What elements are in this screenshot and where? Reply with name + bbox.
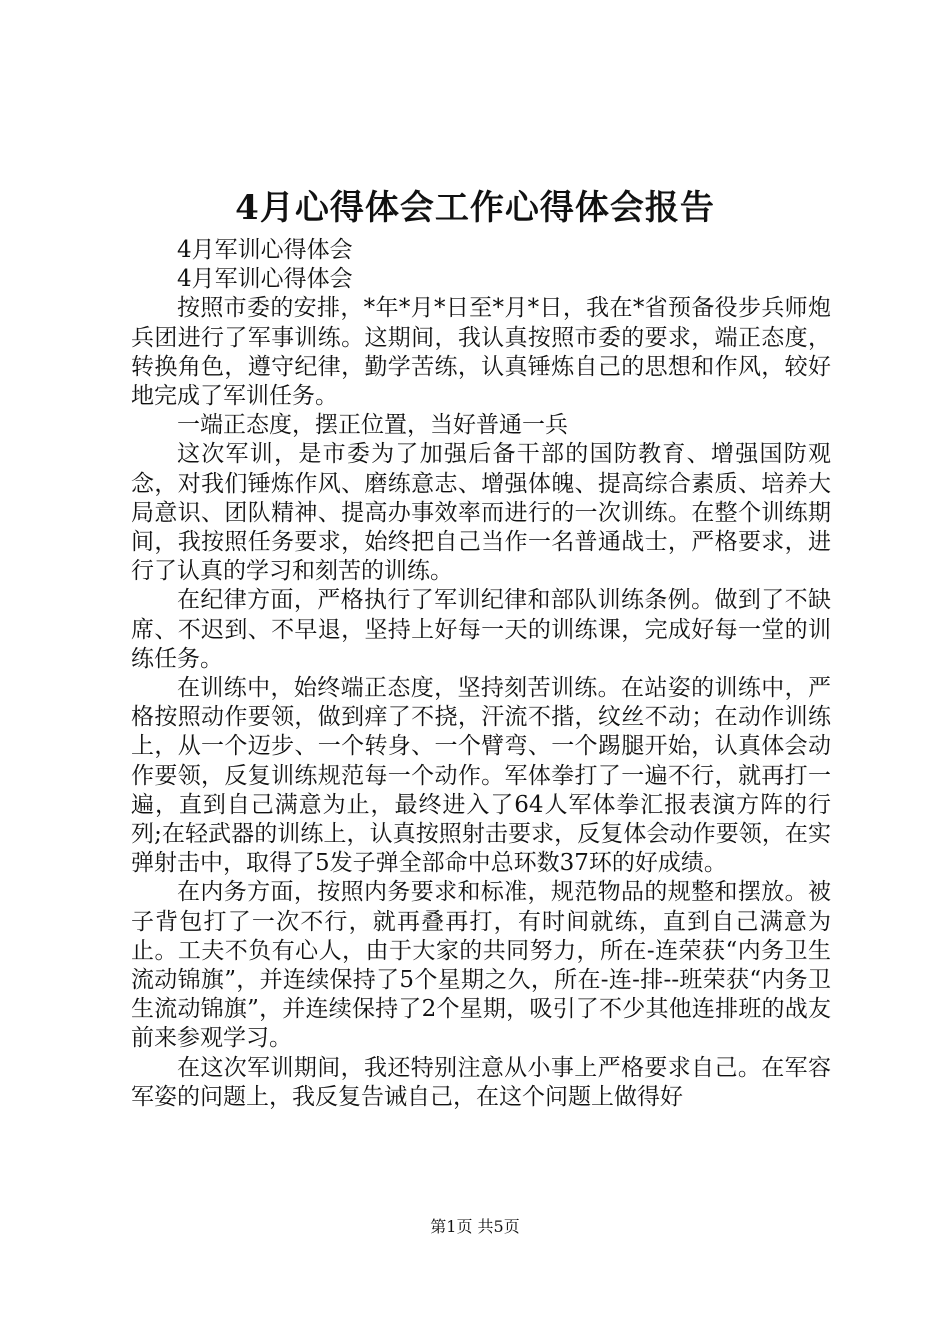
paragraph: 按照市委的安排，*年*月*日至*月*日，我在*省预备役步兵师炮兵团进行了军事训练。这期间，我认真按照市委的要求，端正态度，转换角色，遵守纪律，勤学苦练，认真锤炼自己的思想和作风，较好地完成了军训任务。 — [131, 295, 831, 410]
document-title: 4月心得体会工作心得体会报告 — [235, 188, 715, 228]
document-body — [131, 236, 831, 1112]
paragraph: 4月军训心得体会 — [177, 237, 353, 263]
paragraph: 4月军训心得体会 — [177, 266, 353, 293]
paragraph: 在内务方面，按照内务要求和标准，规范物品的规整和摆放。被子背包打了一次不行，就再叠再打，有时间就练，直到自己满意为止。工夫不负有心人，由于大家的共同努力，所在-连荣获“内务卫生流动锦旗”，并连续保持了5个星期之久，所在-连-排--班荣获“内务卫生流动锦旗”，并连续保持了2个星期，吸引了不少其他连排班的战友前来参观学习。 — [131, 879, 831, 1052]
section-heading: 一端正态度，摆正位置，当好普通一兵 — [177, 412, 568, 439]
paragraph: 在训练中，始终端正态度，坚持刻苦训练。在站姿的训练中，严格按照动作要领，做到痒了不挠，汗流不揩，纹丝不动；在动作训练上，从一个迈步、一个转身、一个臂弯、一个踢腿开始，认真体会动作要领，反复训练规范每一个动作。军体拳打了一遍不行，就再打一遍，直到自己满意为止，最终进入了64人军体拳汇报表演方阵的行列;在轻武器的训练上，认真按照射击要求，反复体会动作要领，在实弹射击中，取得了5发子弹全部命中总环数37环的好成绩。 — [131, 675, 831, 877]
paragraph: 这次军训，是市委为了加强后备干部的国防教育、增强国防观念，对我们锤炼作风、磨练意志、增强体魄、提高综合素质、培养大局意识、团队精神、提高办事效率而进行的一次训练。在整个训练期间，我按照任务要求，始终把自己当作一名普通战士，严格要求，进行了认真的学习和刻苦的训练。 — [131, 441, 831, 585]
paragraph: 在这次军训期间，我还特别注意从小事上严格要求自己。在军容军姿的问题上，我反复告诫自己，在这个问题上做得好 — [131, 1054, 831, 1110]
paragraph: 在纪律方面，严格执行了军训纪律和部队训练条例。做到了不缺席、不迟到、不早退，坚持上好每一天的训练课，完成好每一堂的训练任务。 — [131, 587, 831, 672]
page-footer: 第1页 共5页 — [430, 1217, 520, 1236]
